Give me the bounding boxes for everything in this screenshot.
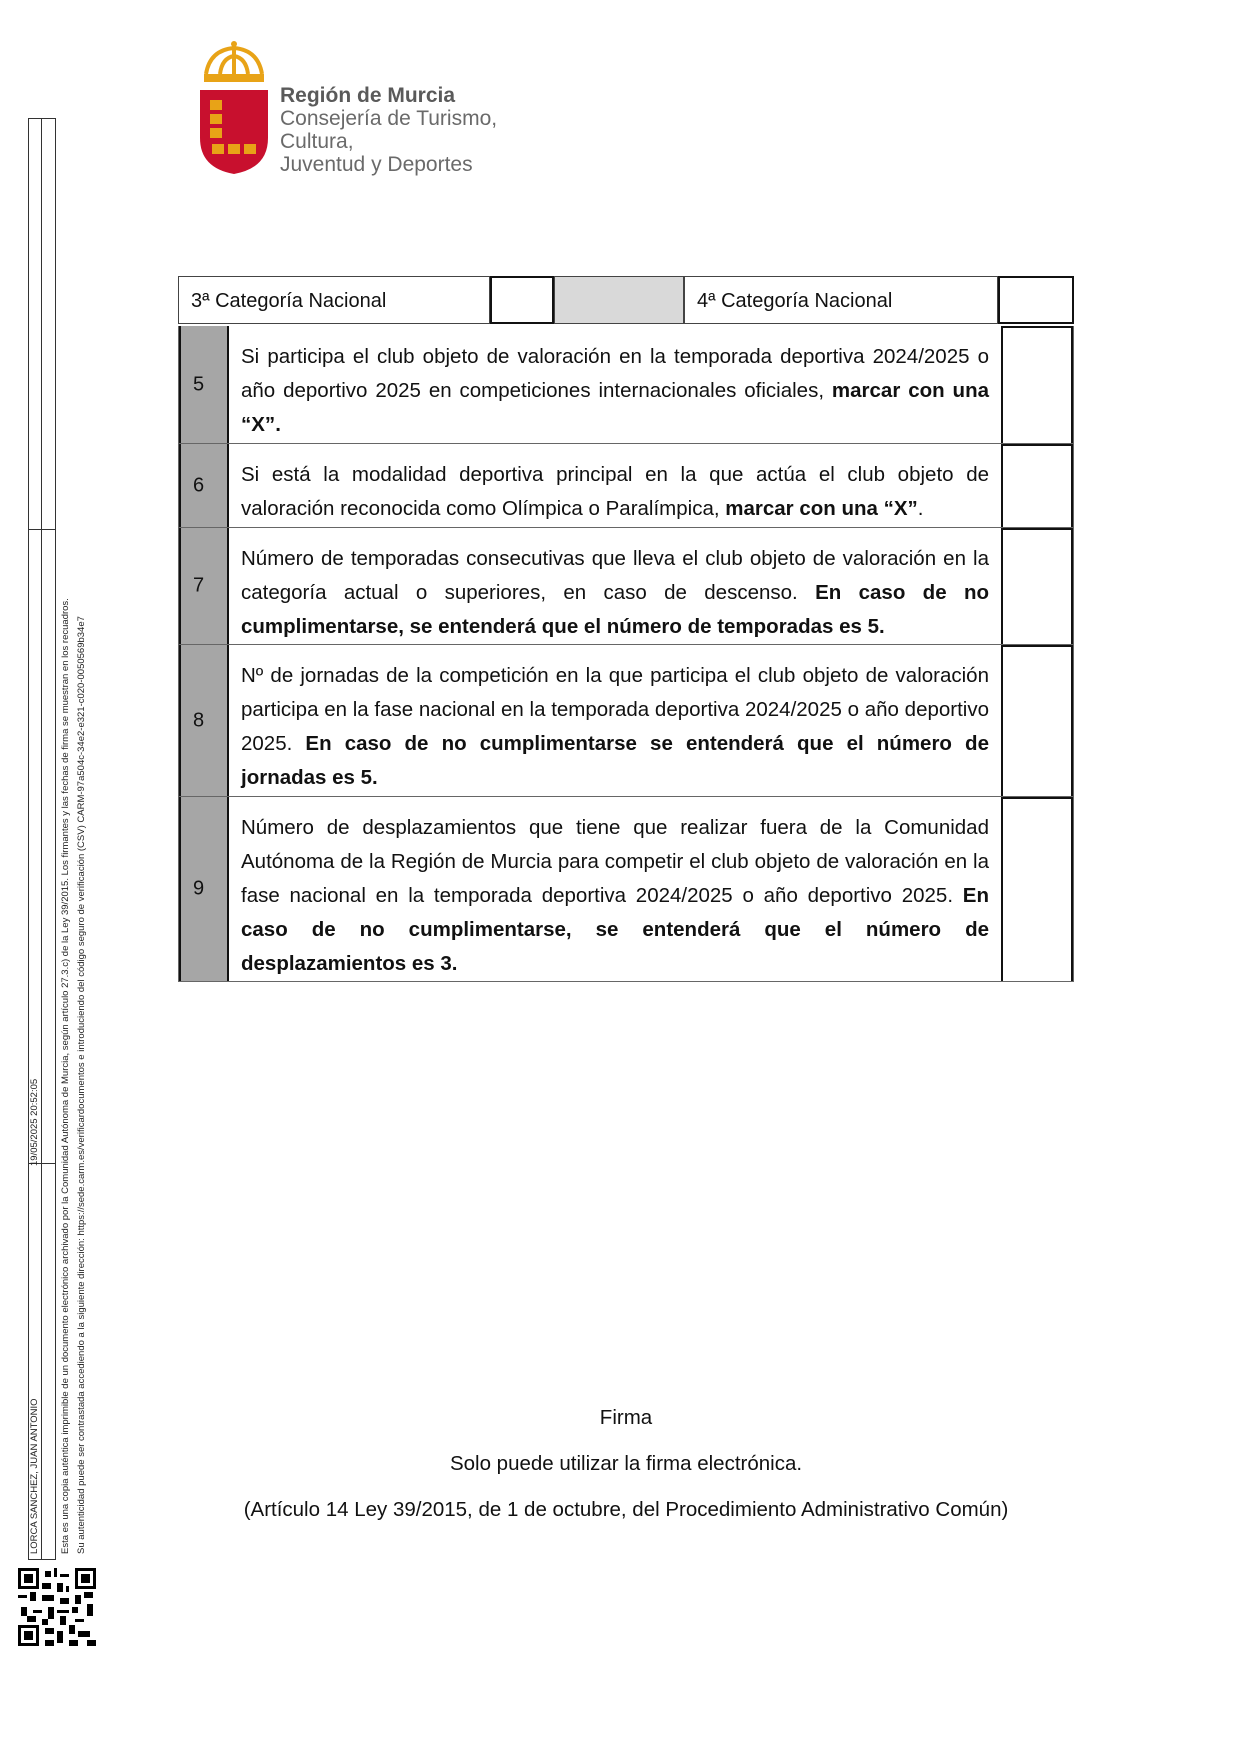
region-murcia-logo: [196, 40, 536, 180]
row-text: Si está la modalidad deportiva principal en la que actúa el club objeto de valoración reconocida como Olímpica o Paralímpica,: [241, 463, 989, 520]
row-instruction: En caso de no cumplimentarse se entenderá que el número de jornadas es 5.: [241, 732, 989, 789]
legal-copy-notice: Esta es una copia auténtica imprimible de un documento electrónico archivado por la Comunidad Autónoma de Murcia, según artículo 27.3.c) de la Ley 39/2015. Los firmantes y las fechas de firma se muestran en los recuadros.: [60, 598, 71, 1554]
row-answer-cell[interactable]: [1001, 797, 1073, 981]
row-answer-cell[interactable]: [1001, 326, 1073, 443]
table-row: [178, 645, 1074, 797]
row-tail: .: [275, 413, 281, 436]
category-spacer: [554, 276, 684, 324]
category-4-checkbox[interactable]: [998, 276, 1074, 324]
crown-shield-icon: [196, 40, 272, 176]
signer-name: LORCA SANCHEZ, JUAN ANTONIO: [29, 1398, 40, 1554]
row-description: [241, 444, 989, 538]
signature-note: Solo puede utilizar la firma electrónica.: [449, 1452, 803, 1475]
row-number: 5: [193, 373, 205, 395]
qr-code-icon: [18, 1568, 96, 1646]
valuation-table: [178, 276, 1074, 982]
category-3-label: 3ª Categoría Nacional: [178, 276, 490, 324]
category-3-checkbox[interactable]: [490, 276, 554, 324]
csv-verification-notice: Su autenticidad puede ser contrastada accediendo a la siguiente dirección: https://sede.carm.es/verificardocumentos e introduciendo del código seguro de verificación (CSV) CARM-97a504c-34e2-e321-c020-0050569b34e7: [76, 616, 87, 1554]
table-row: [178, 444, 1074, 528]
table-row: [178, 797, 1074, 982]
row-instruction: En caso de no cumplimentarse, se entenderá que el número de desplazamientos es 3.: [241, 884, 989, 975]
table-row: [178, 528, 1074, 645]
row-description: [241, 645, 989, 807]
table-row: [178, 326, 1074, 444]
row-description: [241, 326, 989, 454]
row-description: [241, 528, 989, 656]
row-tail: .: [917, 497, 924, 520]
row-instruction: marcar con una “X”: [725, 497, 918, 520]
signature-stamp-box: [28, 118, 56, 1560]
row-answer-cell[interactable]: [1001, 645, 1073, 796]
row-number: 7: [193, 574, 205, 597]
org-region: Región de Murcia: [280, 84, 456, 107]
row-instruction: En caso de no cumplimentarse, se entenderá que el número de temporadas es 5.: [241, 581, 989, 638]
org-department-line2: Juventud y Deportes: [280, 153, 473, 176]
row-number: 8: [193, 709, 205, 731]
row-answer-cell[interactable]: [1001, 528, 1073, 644]
row-text: Si participa el club objeto de valoración en la temporada deportiva 2024/2025 o año deportivo 2025 en competiciones internacionales oficiales,: [241, 345, 989, 402]
row-text: Número de desplazamientos que tiene que realizar fuera de la Comunidad Autónoma de la Región de Murcia para competir el club objeto de valoración en la fase nacional en la temporada deportiva 2024/2025 o año deportivo 2025.: [241, 816, 989, 907]
row-answer-cell[interactable]: [1001, 444, 1073, 527]
row-number: 9: [193, 877, 205, 900]
organization-name: [280, 84, 536, 176]
signature-label: Firma: [599, 1406, 653, 1429]
org-department-line1: Consejería de Turismo, Cultura,: [280, 107, 498, 153]
row-instruction: marcar con una “X”: [241, 379, 989, 436]
row-description: [241, 797, 989, 993]
signature-date: 19/05/2025 20:52:05: [29, 1078, 40, 1166]
category-row: [178, 276, 1074, 326]
legal-reference: (Artículo 14 Ley 39/2015, de 1 de octubre, del Procedimiento Administrativo Común): [243, 1498, 1009, 1521]
row-number: 6: [193, 474, 205, 496]
category-4-label: 4ª Categoría Nacional: [684, 276, 998, 324]
row-text: Número de temporadas consecutivas que lleva el club objeto de valoración en la categoría actual o superiores, en caso de descenso.: [241, 547, 989, 604]
row-text: Nº de jornadas de la competición en la que participa el club objeto de valoración participa en la fase nacional en la temporada deportiva 2024/2025 o año deportivo 2025.: [241, 664, 989, 755]
